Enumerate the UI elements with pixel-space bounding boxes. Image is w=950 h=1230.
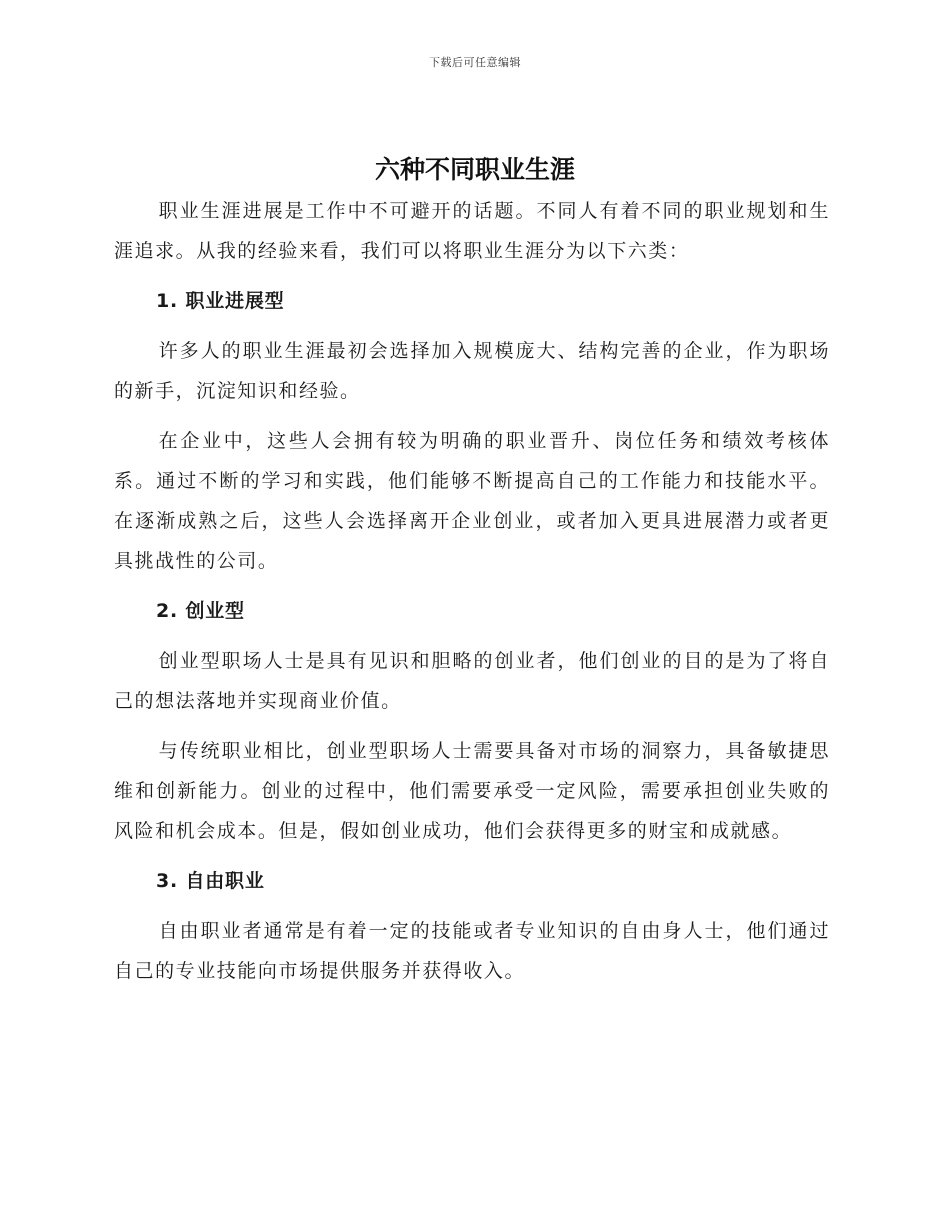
section-heading-entrepreneur: 2. 创业型	[156, 600, 245, 622]
section-paragraph: 自由职业者通常是有着一定的技能或者专业知识的自由身人士，他们通过自己的专业技能向市场提供服务并获得收入。	[114, 920, 830, 982]
section-paragraph: 在企业中，这些人会拥有较为明确的职业晋升、岗位任务和绩效考核体系。通过不断的学习和实践，他们能够不断提高自己的工作能力和技能水平。在逐渐成熟之后，这些人会选择离开企业创业，或者加入更具进展潜力或者更具挑战性的公司。	[114, 430, 830, 572]
header-note: 下载后可任意编辑	[429, 56, 521, 69]
section-heading-career-progression: 1. 职业进展型	[156, 290, 285, 312]
document-body	[114, 191, 830, 1001]
section-paragraph: 创业型职场人士是具有见识和胆略的创业者，他们创业的目的是为了将自己的想法落地并实现商业价值。	[114, 650, 830, 712]
document-title: 六种不同职业生涯	[374, 155, 575, 184]
section-paragraph: 与传统职业相比，创业型职场人士需要具备对市场的洞察力，具备敏捷思维和创新能力。创业的过程中，他们需要承受一定风险，需要承担创业失败的风险和机会成本。但是，假如创业成功，他们会获得更多的财宝和成就感。	[114, 740, 830, 842]
intro-paragraph: 职业生涯进展是工作中不可避开的话题。不同人有着不同的职业规划和生涯追求。从我的经验来看，我们可以将职业生涯分为以下六类：	[114, 200, 830, 262]
section-heading-freelance: 3. 自由职业	[156, 870, 265, 892]
section-paragraph: 许多人的职业生涯最初会选择加入规模庞大、结构完善的企业，作为职场的新手，沉淀知识和经验。	[114, 340, 830, 402]
